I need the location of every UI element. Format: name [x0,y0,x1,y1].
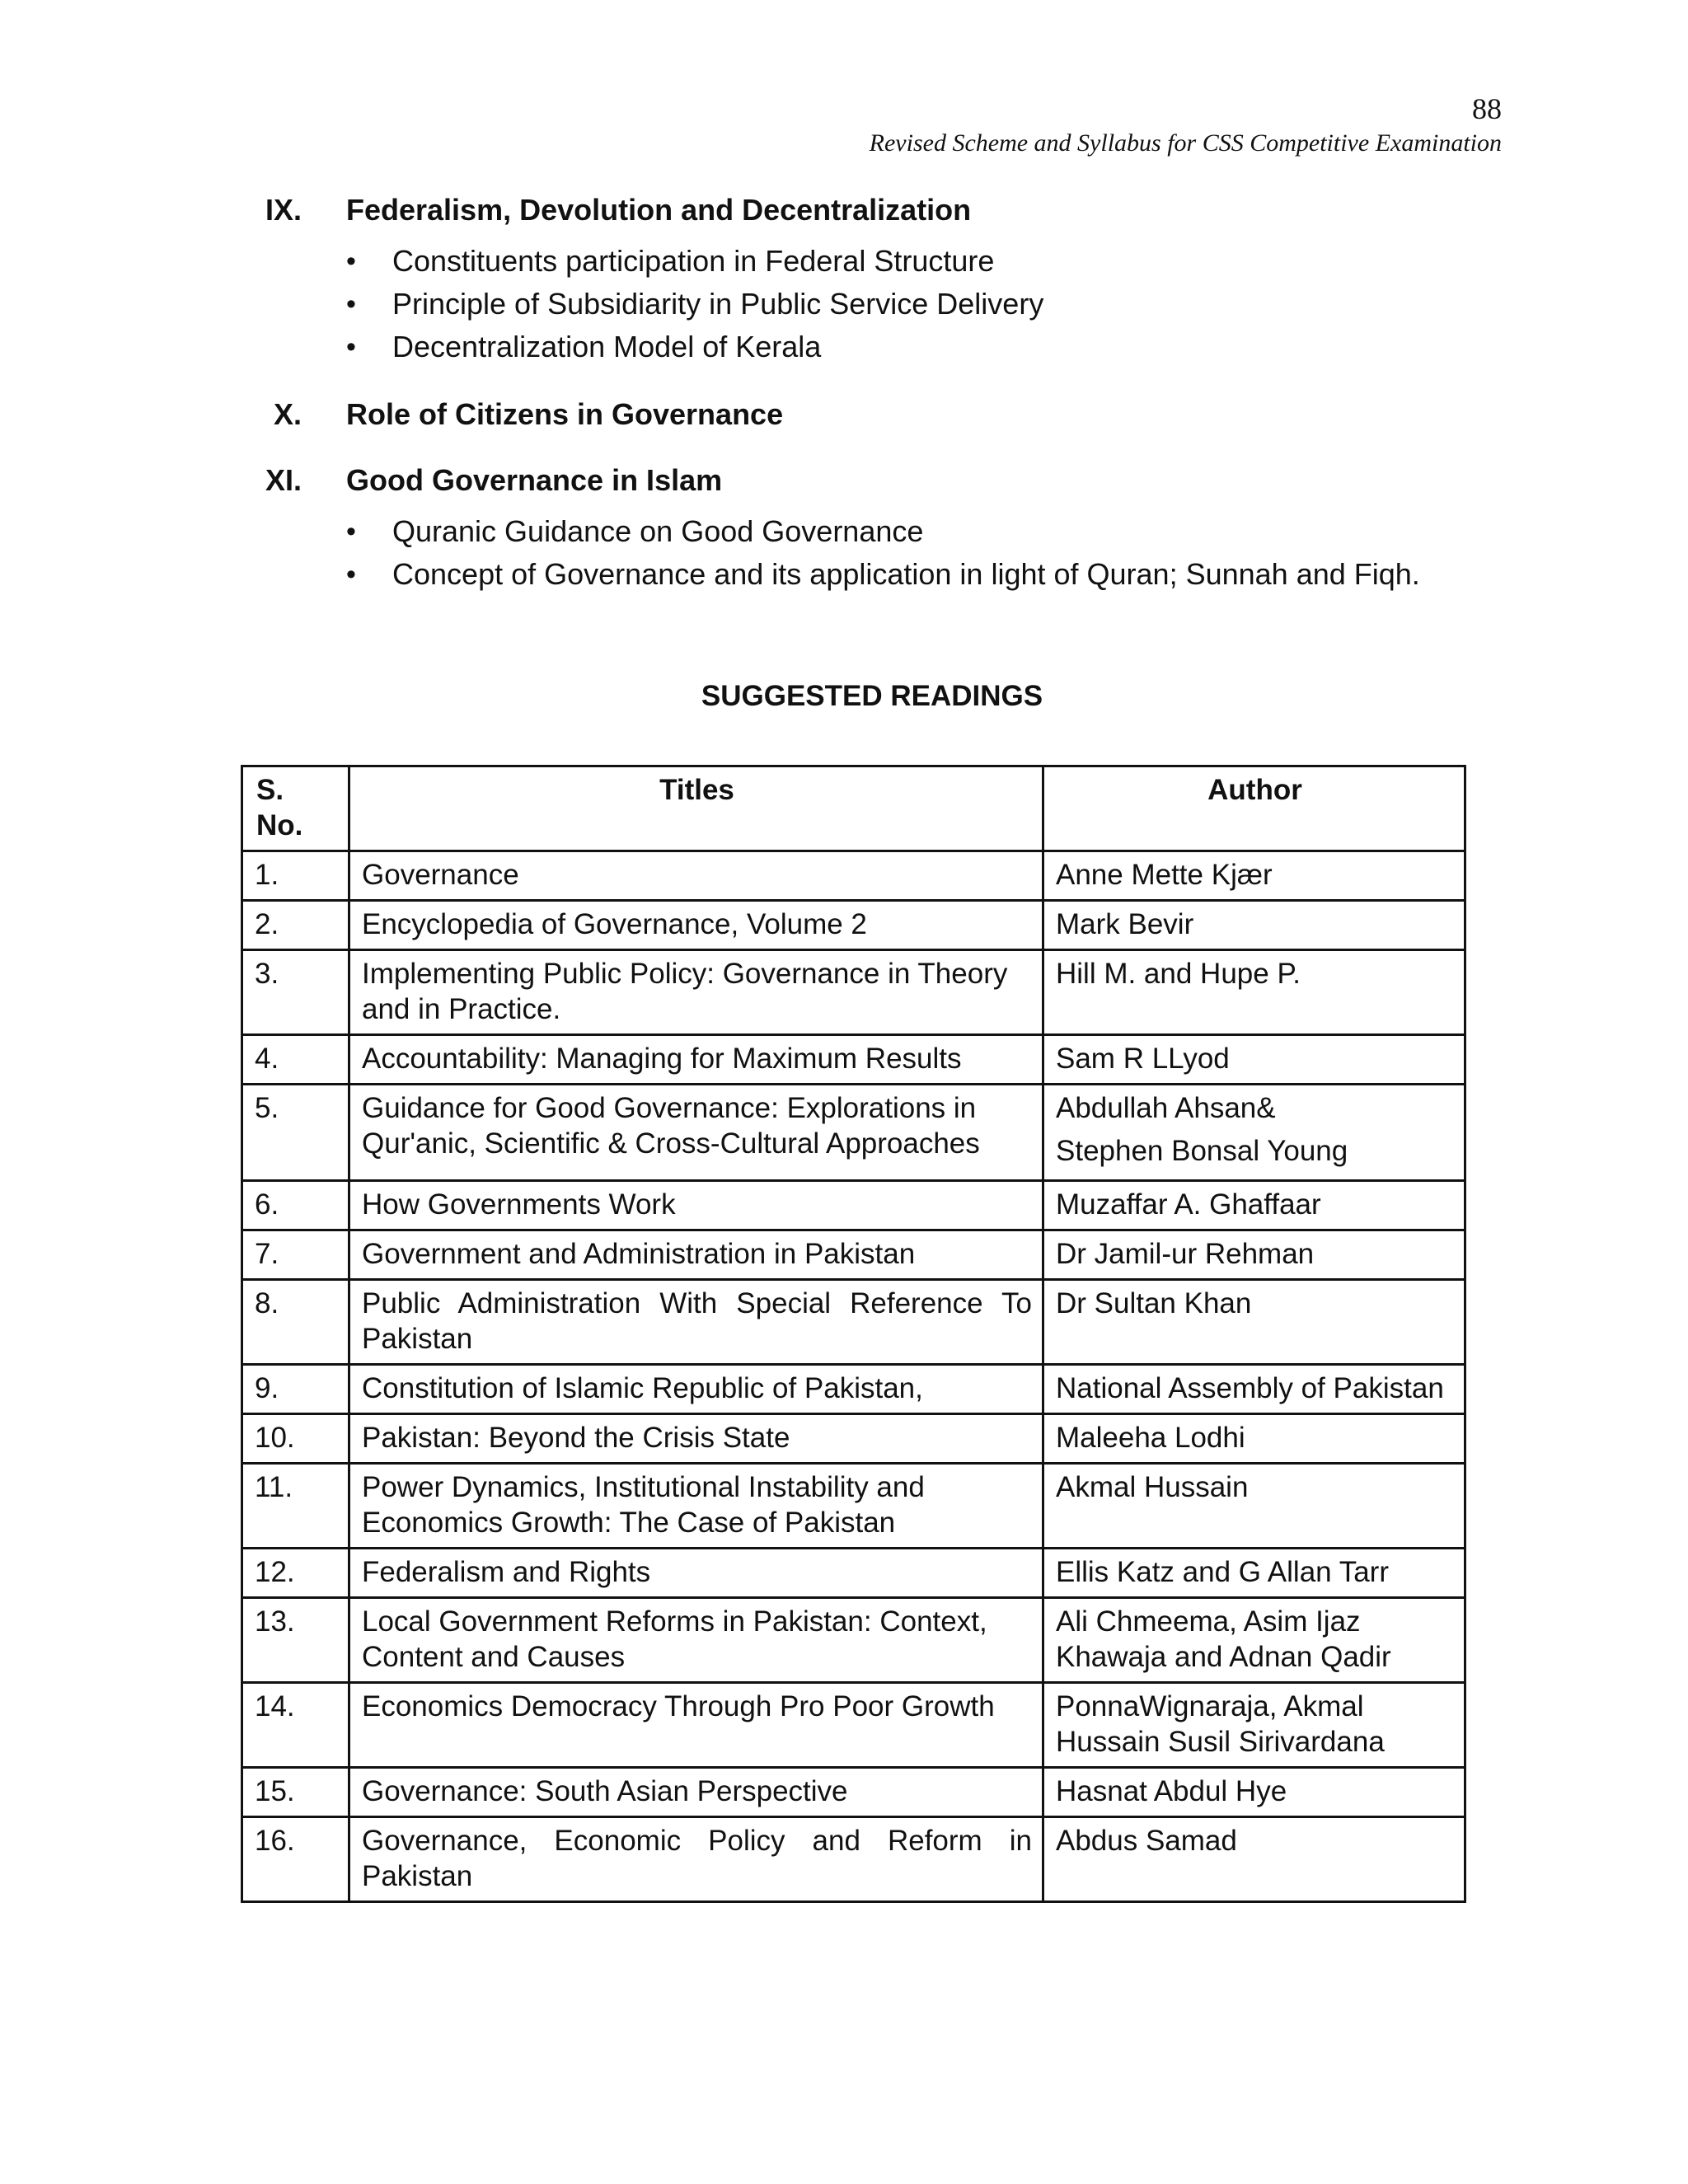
suggested-readings-heading: SUGGESTED READINGS [701,680,1043,712]
serial-number: 11. [242,1464,349,1549]
document-title: Revised Scheme and Syllabus for CSS Competitive Examination [869,129,1502,157]
book-author: Abdus Samad [1043,1817,1465,1902]
readings-table [241,765,1466,1903]
bullet-item: • Concept of Governance and its application in light of Quran; Sunnah and Fiqh. [262,553,1498,596]
section-heading [262,462,1498,499]
serial-number: 6. [242,1181,349,1230]
book-author: Ellis Katz and G Allan Tarr [1043,1549,1465,1598]
book-title: Economics Democracy Through Pro Poor Growth [349,1683,1043,1768]
section-heading [262,192,1498,228]
serial-number: 5. [242,1085,349,1181]
bullet-item: • Decentralization Model of Kerala [262,326,1498,368]
section-ix [262,192,1498,368]
serial-number: 2. [242,901,349,950]
table-row [242,1085,1465,1181]
table-row [242,1280,1465,1365]
book-title: Governance [349,851,1043,901]
bullet-item: • Quranic Guidance on Good Governance [262,510,1498,553]
book-author: National Assembly of Pakistan [1043,1365,1465,1414]
table-row [242,901,1465,950]
section-title: Federalism, Devolution and Decentralization [346,193,972,227]
table-row [242,1683,1465,1768]
bullet-item: • Constituents participation in Federal Structure [262,240,1498,283]
book-author: Muzaffar A. Ghaffaar [1043,1181,1465,1230]
book-author: PonnaWignaraja, Akmal Hussain Susil Sirivardana [1043,1683,1465,1768]
bullet-item: • Principle of Subsidiarity in Public Service Delivery [262,283,1498,326]
serial-number: 14. [242,1683,349,1768]
table-row [242,1035,1465,1085]
book-title: Encyclopedia of Governance, Volume 2 [349,901,1043,950]
table-row [242,1230,1465,1280]
book-title: Public Administration With Special Reference To Pakistan [349,1280,1043,1365]
book-author: Mark Bevir [1043,901,1465,950]
table-row [242,1598,1465,1683]
book-title: Pakistan: Beyond the Crisis State [349,1414,1043,1464]
serial-number: 1. [242,851,349,901]
table-row [242,950,1465,1035]
column-header-sno: S. No. [242,766,349,851]
table-row [242,1414,1465,1464]
page-number: 88 [1472,92,1502,125]
serial-number: 9. [242,1365,349,1414]
table-row [242,1817,1465,1902]
book-title: Local Government Reforms in Pakistan: Context, Content and Causes [349,1598,1043,1683]
serial-number: 10. [242,1414,349,1464]
serial-number: 4. [242,1035,349,1085]
book-author: Hasnat Abdul Hye [1043,1768,1465,1817]
section-title: Good Governance in Islam [346,463,723,497]
bullet-list [262,510,1498,596]
book-author: Dr Sultan Khan [1043,1280,1465,1365]
column-header-author: Author [1043,766,1465,851]
book-author: Sam R LLyod [1043,1035,1465,1085]
section-number: IX. [265,193,302,227]
serial-number: 13. [242,1598,349,1683]
table-row [242,1181,1465,1230]
book-author: Akmal Hussain [1043,1464,1465,1549]
section-number: X. [273,397,302,431]
serial-number: 12. [242,1549,349,1598]
book-title: Constitution of Islamic Republic of Pakistan, [349,1365,1043,1414]
author-line: Abdullah Ahsan& [1056,1092,1276,1124]
section-xi [262,462,1498,596]
book-title: How Governments Work [349,1181,1043,1230]
book-title: Federalism and Rights [349,1549,1043,1598]
section-number: XI. [265,463,302,497]
table-row [242,1464,1465,1549]
serial-number: 8. [242,1280,349,1365]
table-row [242,1365,1465,1414]
book-title: Guidance for Good Governance: Explorations in Qur'anic, Scientific & Cross-Cultural Approaches [349,1085,1043,1181]
serial-number: 16. [242,1817,349,1902]
book-author: Ali Chmeema, Asim Ijaz Khawaja and Adnan Qadir [1043,1598,1465,1683]
column-header-titles: Titles [349,766,1043,851]
table-row [242,851,1465,901]
book-author: Maleeha Lodhi [1043,1414,1465,1464]
book-title: Governance: South Asian Perspective [349,1768,1043,1817]
book-title: Accountability: Managing for Maximum Results [349,1035,1043,1085]
bullet-list [262,240,1498,368]
table-header-row [242,766,1465,851]
table-row [242,1768,1465,1817]
section-title: Role of Citizens in Governance [346,397,784,431]
book-title: Implementing Public Policy: Governance in Theory and in Practice. [349,950,1043,1035]
section-x [262,396,1498,433]
serial-number: 7. [242,1230,349,1280]
serial-number: 15. [242,1768,349,1817]
book-title: Power Dynamics, Institutional Instability and Economics Growth: The Case of Pakistan [349,1464,1043,1549]
book-author [1043,1085,1465,1181]
section-heading [262,396,1498,433]
book-author: Hill M. and Hupe P. [1043,950,1465,1035]
book-author: Anne Mette Kjær [1043,851,1465,901]
table-row [242,1549,1465,1598]
serial-number: 3. [242,950,349,1035]
book-title: Governance, Economic Policy and Reform in Pakistan [349,1817,1043,1902]
author-line: Stephen Bonsal Young [1056,1135,1348,1167]
book-author: Dr Jamil-ur Rehman [1043,1230,1465,1280]
page-header [870,91,1502,160]
book-title: Government and Administration in Pakistan [349,1230,1043,1280]
